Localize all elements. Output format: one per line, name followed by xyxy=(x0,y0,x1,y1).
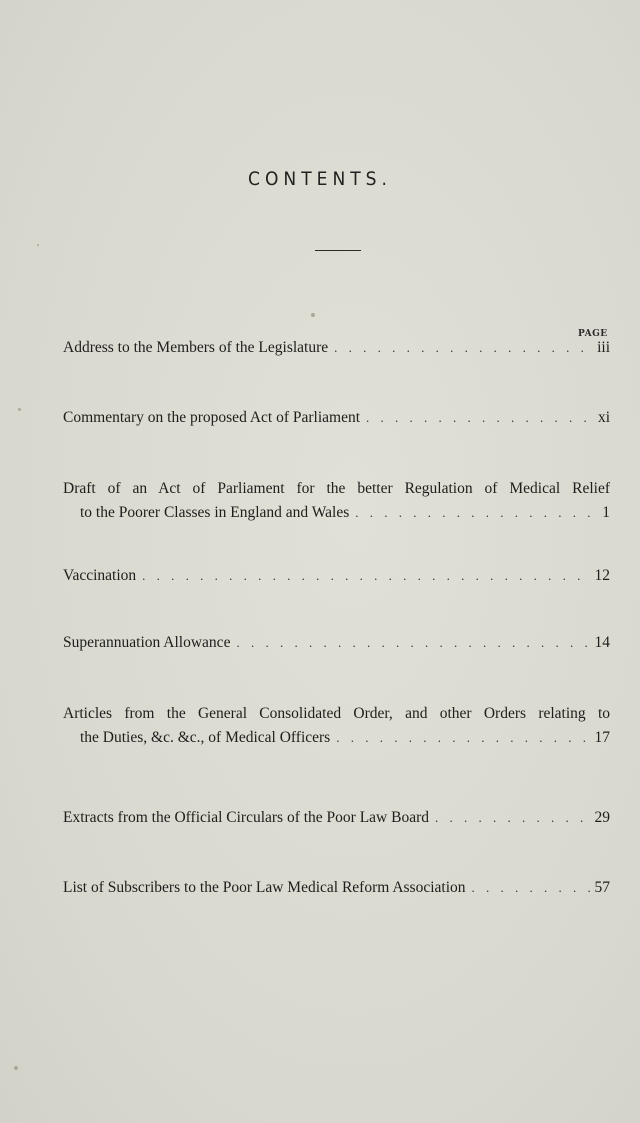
dot-leader xyxy=(429,806,590,830)
toc-line xyxy=(63,702,610,726)
toc-entry-title: Articles from the General Consolidated Order, and other Orders relating to xyxy=(63,705,610,722)
toc-line xyxy=(63,564,610,588)
toc-page-number: iii xyxy=(597,339,610,356)
toc-entry-title-continued: to the Poorer Classes in England and Wales xyxy=(80,504,350,521)
toc-line xyxy=(63,477,610,501)
toc-page-number: 29 xyxy=(594,809,610,826)
toc-entry xyxy=(63,336,610,360)
toc-line xyxy=(63,876,610,900)
page-column-heading: PAGE xyxy=(578,329,608,339)
dot-leader xyxy=(349,501,590,525)
dot-leader xyxy=(230,631,590,655)
toc-line xyxy=(63,336,610,360)
toc-page-number: 14 xyxy=(594,634,610,651)
toc-entry-title: Draft of an Act of Parliament for the better Regulation of Medical Relief xyxy=(63,480,610,497)
toc-entry xyxy=(63,564,610,588)
toc-line xyxy=(63,631,610,655)
dot-leader xyxy=(136,564,590,588)
toc-entry-title: Address to the Members of the Legislature xyxy=(63,339,329,356)
toc-entry xyxy=(63,406,610,430)
title-rule xyxy=(315,250,361,251)
dot-leader xyxy=(330,726,590,750)
toc-page-number: 17 xyxy=(594,729,610,746)
toc-line xyxy=(63,806,610,830)
toc-line xyxy=(63,406,610,430)
paper-speck xyxy=(14,1066,18,1070)
toc-entry-title-continued: the Duties, &c. &c., of Medical Officers xyxy=(80,729,331,746)
toc-page-number: xi xyxy=(597,409,610,426)
toc-page-number: 12 xyxy=(594,567,610,584)
toc-entry xyxy=(63,806,610,830)
toc-entry-title: Superannuation Allowance xyxy=(63,634,231,651)
toc-entry xyxy=(63,477,610,525)
toc-page-number: 57 xyxy=(594,879,610,896)
toc-entry-title: List of Subscribers to the Poor Law Medical Reform Association xyxy=(63,879,466,896)
toc-page-number: 1 xyxy=(602,504,610,521)
toc-entry-title: Vaccination xyxy=(63,567,137,584)
toc-entry-title: Commentary on the proposed Act of Parliament xyxy=(63,409,361,426)
toc-entry-title: Extracts from the Official Circulars of the Poor Law Board xyxy=(63,809,430,826)
toc-entry xyxy=(63,631,610,655)
toc-entry xyxy=(63,876,610,900)
page-title: CONTENTS. xyxy=(248,168,392,190)
dot-leader xyxy=(466,876,590,900)
paper-speck xyxy=(18,408,21,411)
toc-line xyxy=(63,726,610,750)
toc-entry xyxy=(63,702,610,750)
toc-line xyxy=(63,501,610,525)
paper-speck xyxy=(37,244,39,246)
paper-speck xyxy=(311,313,315,317)
dot-leader xyxy=(328,336,590,360)
dot-leader xyxy=(360,406,590,430)
